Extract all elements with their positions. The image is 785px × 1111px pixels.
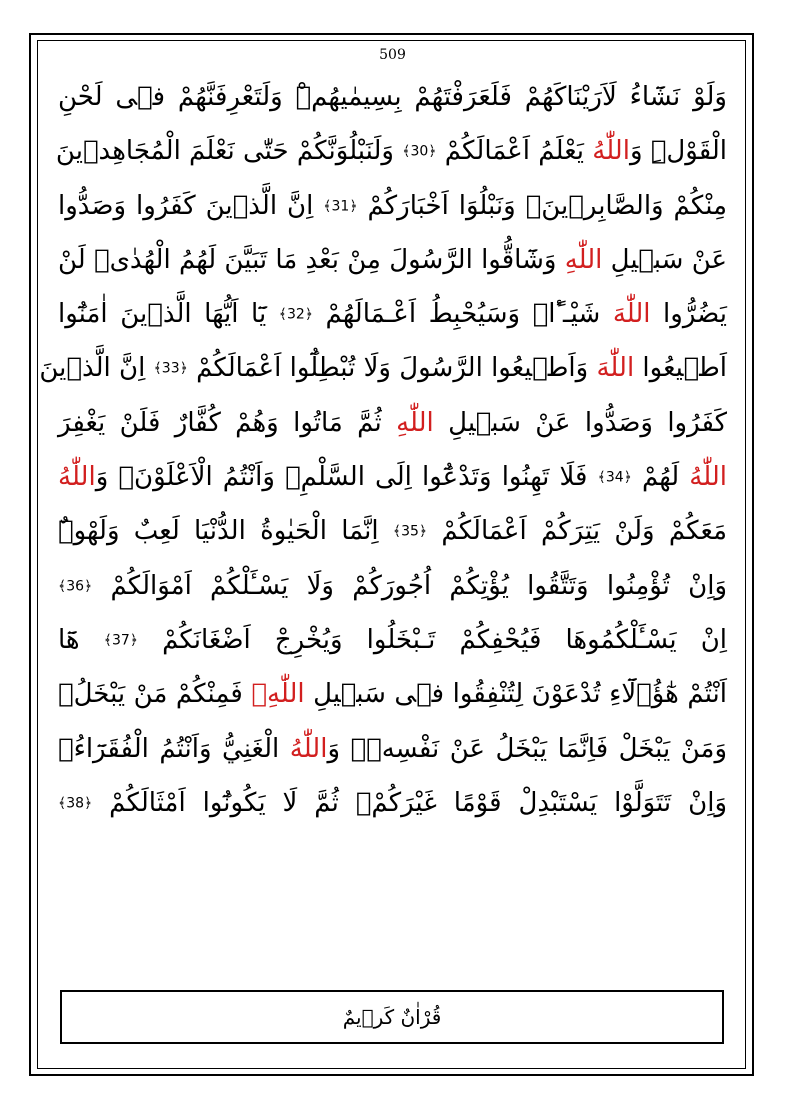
verse-text: لَهُمْ [631,462,690,493]
ayah-number-marker: ﴿30﴾ [402,143,437,160]
divine-name-text: اللّٰهَ [612,299,651,330]
divine-name-text: اللّٰهُ [689,462,727,493]
verse-text: وَشَٓاقُّوا الرَّسُولَ مِنْ بَعْدِ مَا تَبَيَّنَ لَهُمُ الْهُدٰىۙ لَنْ [57,244,565,275]
verse-text: اَطٖيعُوا [634,353,727,384]
verse-line [58,667,727,721]
verse-line [58,179,727,233]
verse-text: مِنْكُمْ وَالصَّابِرٖينَۙ وَنَبْلُوَا اَخْبَارَكُمْ [357,190,727,221]
verse-line [58,776,727,830]
ayah-number-marker: ﴿36﴾ [58,578,93,595]
verse-line [58,287,727,341]
verse-text: اِنَّمَا الْحَيٰوةُ الدُّنْيَا لَعِبٌ وَلَهْوٌۜ [58,516,393,547]
verse-text: وَاَطٖيعُوا الرَّسُولَ وَلَا تُبْطِلُٓوا اَعْمَالَكُمْ [187,353,597,384]
ayah-number-marker: ﴿38﴾ [58,795,93,812]
verse-text: وَاِنْ تَتَوَلَّوْا يَسْتَبْدِلْ قَوْمًا غَيْرَكُمْۙ ثُمَّ لَا يَكُونُٓوا اَمْثَالَكُمْ [92,787,727,818]
ayah-number-marker: ﴿34﴾ [597,469,632,486]
ayah-number-marker: ﴿33﴾ [153,360,188,377]
verse-text: فَمِنْكُمْ مَنْ يَبْخَلُۚ [58,679,252,710]
verse-line [58,450,727,504]
verse-text: يَعْلَمُ اَعْمَالَكُمْ [436,136,593,167]
verse-line [58,559,727,613]
verse-text: اِنْ يَسْـَٔلْكُمُوهَا فَيُحْفِكُمْ تَـبْخَلُوا وَيُخْرِجْ اَضْغَانَكُمْ [137,624,728,655]
ayah-number-marker: ﴿31﴾ [323,198,358,215]
verse-text: وَلَنَبْلُوَنَّكُمْ حَتّٰى نَعْلَمَ الْمُجَاهِدٖينَ [55,136,403,167]
ayah-number-marker: ﴿32﴾ [278,306,313,323]
verse-text: اَنْتُمْ هٰٓؤُ۬لَٓاءِ تُدْعَوْنَ لِتُنْفِقُوا فٖى سَبٖيلِ [304,679,728,710]
verse-text: شَيْـٴًاۜ وَسَيُحْبِطُ اَعْـمَالَهُمْ [312,299,613,330]
footer-box [60,990,724,1044]
footer-title: قُرْاٰنٌ كَرٖيمٌ [342,1005,442,1029]
verse-text: هَٓا [58,624,104,655]
verse-text: اِنَّ الَّذٖينَ كَفَرُوا وَصَدُّوا [58,190,324,221]
divine-name-text: اللّٰهِ [396,407,434,438]
verse-text: اِنَّ الَّذٖينَ [39,353,154,384]
verse-line [58,70,727,124]
verse-text: فَلَا تَهِنُوا وَتَدْعُٓوا اِلَى السَّلْمِۗ وَاَنْتُمُ الْاَعْلَوْنَۗ وَ [95,462,598,493]
verse-text: وَمَنْ يَبْخَلْ فَاِنَّمَا يَبْخَلُ عَنْ نَفْسِهٖۜ وَ [327,733,728,764]
verse-text: الْقَوْلِۜ وَ [629,136,727,167]
verse-line [39,341,727,395]
ayah-number-marker: ﴿37﴾ [103,632,138,649]
divine-name-text: اللّٰهُ [289,733,328,764]
divine-name-text: اللّٰهِ [564,244,603,275]
quran-text-block [39,70,728,830]
verse-line [58,233,727,287]
divine-name-text: اللّٰهُ [592,136,630,167]
verse-text: وَاِنْ تُؤْمِنُوا وَتَتَّقُوا يُؤْتِكُمْ اُجُورَكُمْ وَلَا يَسْـَٔلْكُمْ اَمْوَالَكُمْ [92,570,727,601]
page-number: 509 [379,47,406,63]
verse-text: الْغَنِيُّ وَاَنْتُمُ الْفُقَرَٓاءُۚ [58,733,290,764]
ayah-number-marker: ﴿35﴾ [392,523,428,540]
verse-line [58,613,727,667]
verse-text: يَٓا اَيُّهَا الَّذٖينَ اٰمَنُٓوا [58,299,279,330]
verse-line [58,504,727,558]
divine-name-text: اللّٰهَ [596,353,635,384]
divine-name-text: اللّٰهِۚ [251,679,305,710]
verse-text: ثُمَّ مَاتُوا وَهُمْ كُفَّارٌ فَلَنْ يَغْفِرَ [58,407,397,438]
verse-text: عَنْ سَبٖيلِ [602,244,727,275]
verse-text: وَلَوْ نَشَٓاءُ لَاَرَيْنَاكَهُمْ فَلَعَرَفْتَهُمْ بِسِيمٰيهُمْۜ وَلَتَعْرِفَنَّهُمْ فٖى لَحْنِ [58,82,727,112]
verse-line [55,124,727,178]
verse-text: كَفَرُوا وَصَدُّوا عَنْ سَبٖيلِ [433,407,727,438]
verse-text: مَعَكُمْ وَلَنْ يَتِرَكُمْ اَعْمَالَكُمْ [427,516,727,547]
divine-name-text: اللّٰهُ [58,462,96,493]
verse-text: يَضُرُّوا [650,299,727,330]
verse-line [58,722,727,776]
verse-line [58,396,727,450]
